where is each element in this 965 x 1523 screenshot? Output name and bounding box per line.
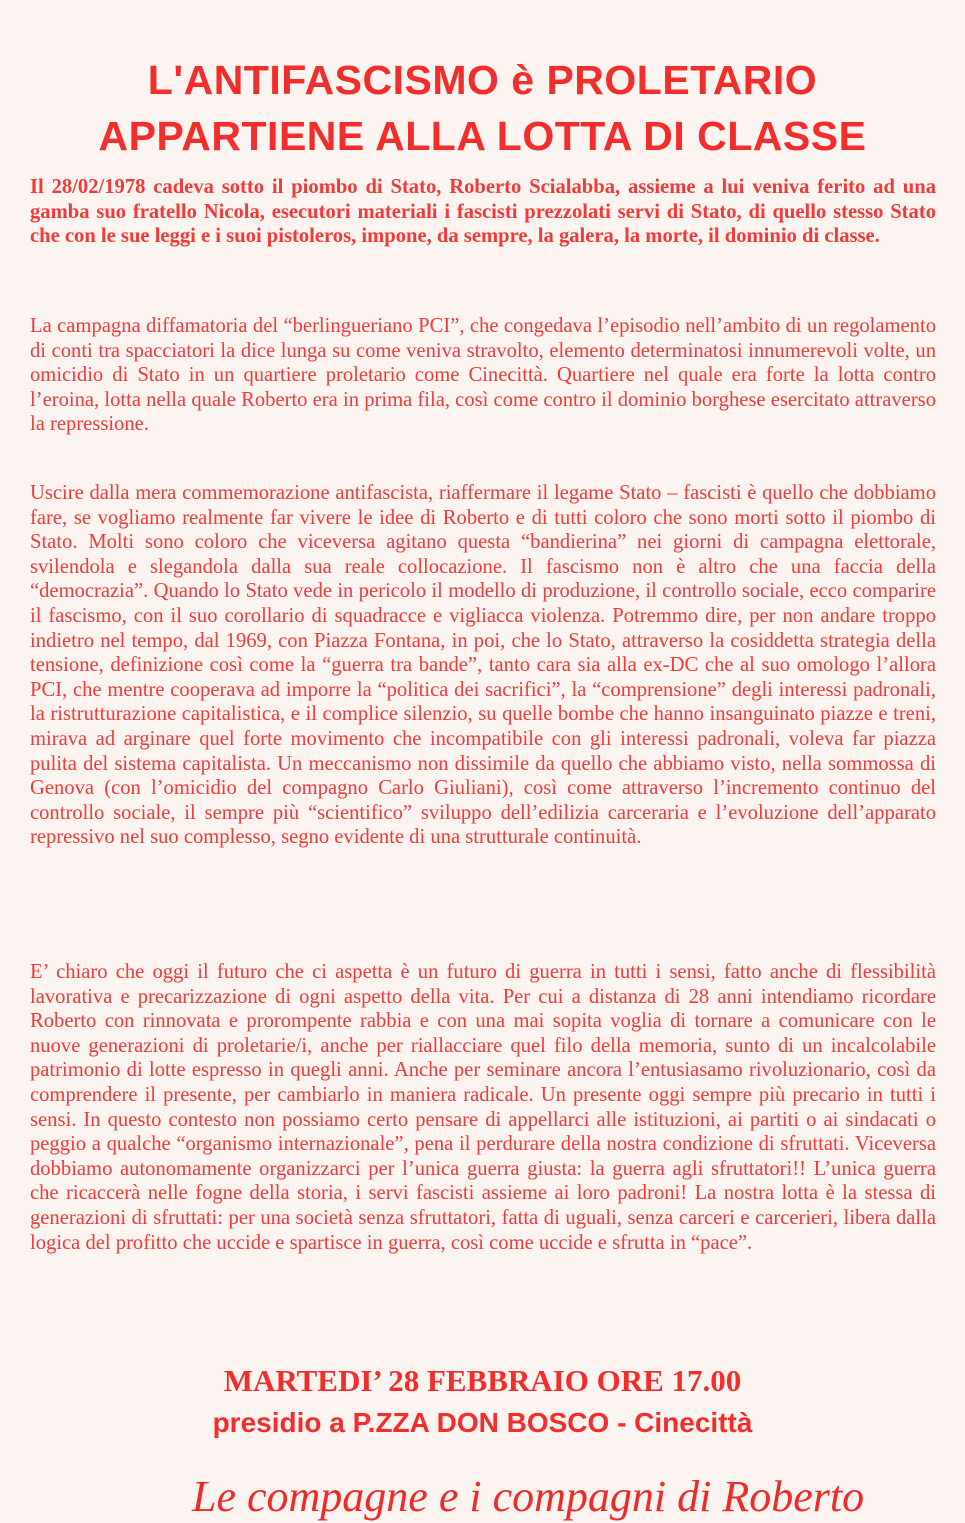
paragraph-future-struggle: E’ chiaro che oggi il futuro che ci aspetta è un futuro di guerra in tutti i sensi, fatto anche di flessibilità lavorativa e precarizzazione di ogni aspetto della vita. Per cui a distanza di 28 anni intendiamo ricordare Roberto con rinnovata e prorompente rabbia e con una mai sopita voglia di tornare a comunicare con le nuove generazioni di proletarie/i, anche per riallacciare quel filo della memoria, sunto di un incalcolabile patrimonio di lotte espresso in quegli anni. Anche per seminare ancora l’entusiasamo rivoluzionario, così da comprendere il presente, per cambiarlo in maniera radicale. Un presente oggi sempre più precario in tutti i sensi. In questo contesto non possiamo certo pensare di appellarci alle istituzioni, ai partiti o ai sindacati o peggio a qualche “organismo internazionale”, pena il perdurare della nostra condizione di sfruttati. Viceversa dobbiamo autonomamente organizzarci per l’unica guerra giusta: la guerra agli sfruttatori!! L’unica guerra che ricaccerà nelle fogne della storia, i servi fascisti assieme ai loro padroni! La nostra lotta è la stessa di generazioni di sfruttati: per una società senza sfruttatori, fatta di uguali, senza carceri e carcerieri, libera dalla logica del profitto che uccide e spartisce in guerra, così come uccide e sfrutta in “pace”. [30,961,936,1254]
signature: Le compagne e i compagni di Roberto [192,1472,865,1521]
event-place: presidio a P.ZZA DON BOSCO - Cinecittà [212,1407,753,1438]
paragraph-pci-campaign: La campagna diffamatoria del “berlingueriano PCI”, che congedava l’episodio nell’ambito di un regolamento di conti tra spacciatori la dice lunga su come veniva stravolto, elemento determinatosi innumerevoli volte, un omicidio di Stato in un quartiere proletario come Cinecittà. Quartiere nel quale era forte la lotta contro l’eroina, lotta nella quale Roberto era in prima fila, così come contro il dominio borghese esercitato attraverso la repressione. [30,315,936,436]
title-line-1: L'ANTIFASCISMO è PROLETARIO [147,57,818,103]
intro-paragraph: Il 28/02/1978 cadeva sotto il piombo di Stato, Roberto Scialabba, assieme a lui veniva ferito ad una gamba suo fratello Nicola, esecutori materiali i fascisti prezzolati servi di Stato, di quello stesso Stato che con le sue leggi e i suoi pistoleros, impone, da sempre, la galera, la morte, il dominio di classe. [30,176,936,248]
paragraph-state-fascism: Uscire dalla mera commemorazione antifascista, riaffermare il legame Stato – fascisti è quello che dobbiamo fare, se vogliamo realmente far vivere le idee di Roberto e di tutti coloro che sono morti sotto il piombo di Stato. Molti sono coloro che viceversa agitano questa “bandierina” nei giorni di campagna elettorale, svilendola e slegandola dalla sua reale collocazione. Il fascismo non è altro che una faccia della “democrazia”. Quando lo Stato vede in pericolo il modello di produzione, il controllo sociale, ecco comparire il fascismo, con il suo corollario di squadracce e vigliacca violenza. Potremmo dire, per non andare troppo indietro nel tempo, dal 1969, con Piazza Fontana, in poi, che lo Stato, attraverso la cosiddetta strategia della tensione, definizione così come la “guerra tra bande”, tanto cara sia alla ex-DC che al suo omologo l’allora PCI, che mentre cooperava ad imporre la “politica dei sacrifici”, la “comprensione” degli interessi padronali, la ristrutturazione capitalistica, e il complice silenzio, su quelle bombe che hanno insanguinato piazze e treni, mirava ad arginare quel forte movimento che incompatibile con gli interessi padronali, voleva far piazza pulita del sistema capitalista. Un meccanismo non dissimile da quello che abbiamo visto, nella sommossa di Genova (con l’omicidio del compagno Carlo Giuliani), così come attraverso l’incremento continuo del controllo sociale, il sempre più “scientifico” sviluppo dell’edilizia carceraria e l’evoluzione dell’apparato repressivo nel suo complesso, segno evidente di una strutturale continuità. [30,482,936,849]
event-datetime: MARTEDI’ 28 FEBBRAIO ORE 17.00 [223,1363,742,1398]
title-line-2: APPARTIENE ALLA LOTTA DI CLASSE [98,113,867,159]
flyer-title [0,52,965,164]
